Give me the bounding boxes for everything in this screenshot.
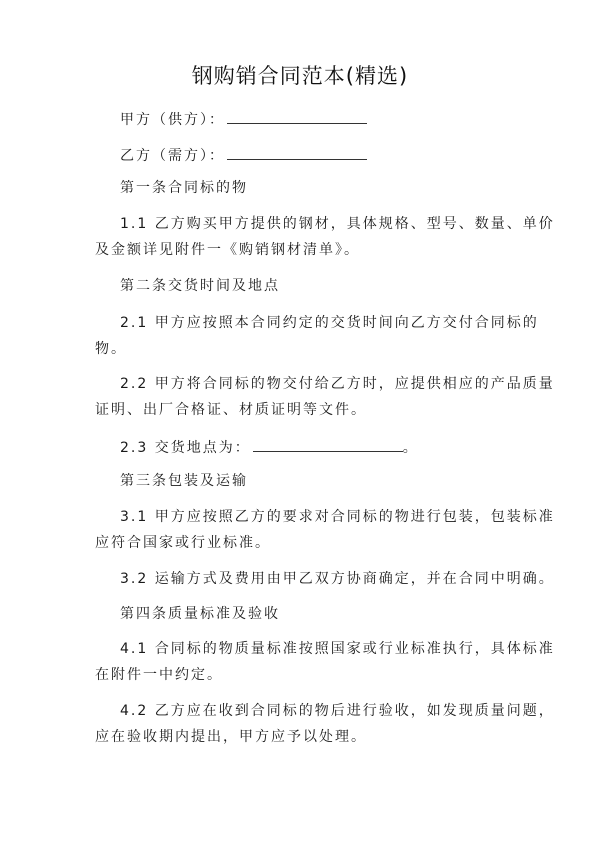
delivery-location-end: 。 xyxy=(402,440,419,456)
clause-2-3-line xyxy=(120,436,419,458)
section-2-heading: 第二条交货时间及地点 xyxy=(120,278,280,294)
clause-4-1-line-1: 4.1 合同标的物质量标准按照国家或行业标准执行，具体标准 xyxy=(120,641,555,657)
clause-4-2-line-2: 应在验收期内提出，甲方应予以处理。 xyxy=(95,729,367,745)
clause-3-1-line-2: 应符合国家或行业标准。 xyxy=(95,535,271,551)
party-a-line xyxy=(120,108,367,130)
delivery-location-blank xyxy=(253,436,403,452)
section-3-heading: 第三条包装及运输 xyxy=(120,473,248,489)
clause-2-2-line-1: 2.2 甲方将合同标的物交付给乙方时，应提供相应的产品质量 xyxy=(120,376,555,392)
party-b-blank xyxy=(227,144,367,160)
party-a-label: 甲方（供方）： xyxy=(120,112,225,128)
party-b-label: 乙方（需方）： xyxy=(120,148,225,164)
section-1-heading: 第一条合同标的物 xyxy=(120,180,248,196)
clause-2-2-line-2: 证明、出厂合格证、材质证明等文件。 xyxy=(95,402,367,418)
clause-4-1-line-2: 在附件一中约定。 xyxy=(95,667,223,683)
clause-2-1-line-2: 物。 xyxy=(95,341,127,357)
party-b-line xyxy=(120,144,367,166)
document-title: 钢购销合同范本(精选) xyxy=(191,64,409,88)
clause-4-2-line-1: 4.2 乙方应在收到合同标的物后进行验收，如发现质量问题， xyxy=(120,703,555,719)
clause-3-1-line-1: 3.1 甲方应按照乙方的要求对合同标的物进行包装，包装标准 xyxy=(120,509,555,525)
delivery-location-label: 2.3 交货地点为： xyxy=(120,440,251,456)
clause-3-2-line-1: 3.2 运输方式及费用由甲乙双方协商确定，并在合同中明确。 xyxy=(120,571,555,587)
clause-1-1-line-1: 1.1 乙方购买甲方提供的钢材，具体规格、型号、数量、单价 xyxy=(120,216,555,232)
section-4-heading: 第四条质量标准及验收 xyxy=(120,606,280,622)
party-a-blank xyxy=(227,108,367,124)
clause-1-1-line-2: 及金额详见附件一《购销钢材清单》。 xyxy=(95,242,360,258)
clause-2-1-line-1: 2.1 甲方应按照本合同约定的交货时间向乙方交付合同标的 xyxy=(120,315,539,331)
